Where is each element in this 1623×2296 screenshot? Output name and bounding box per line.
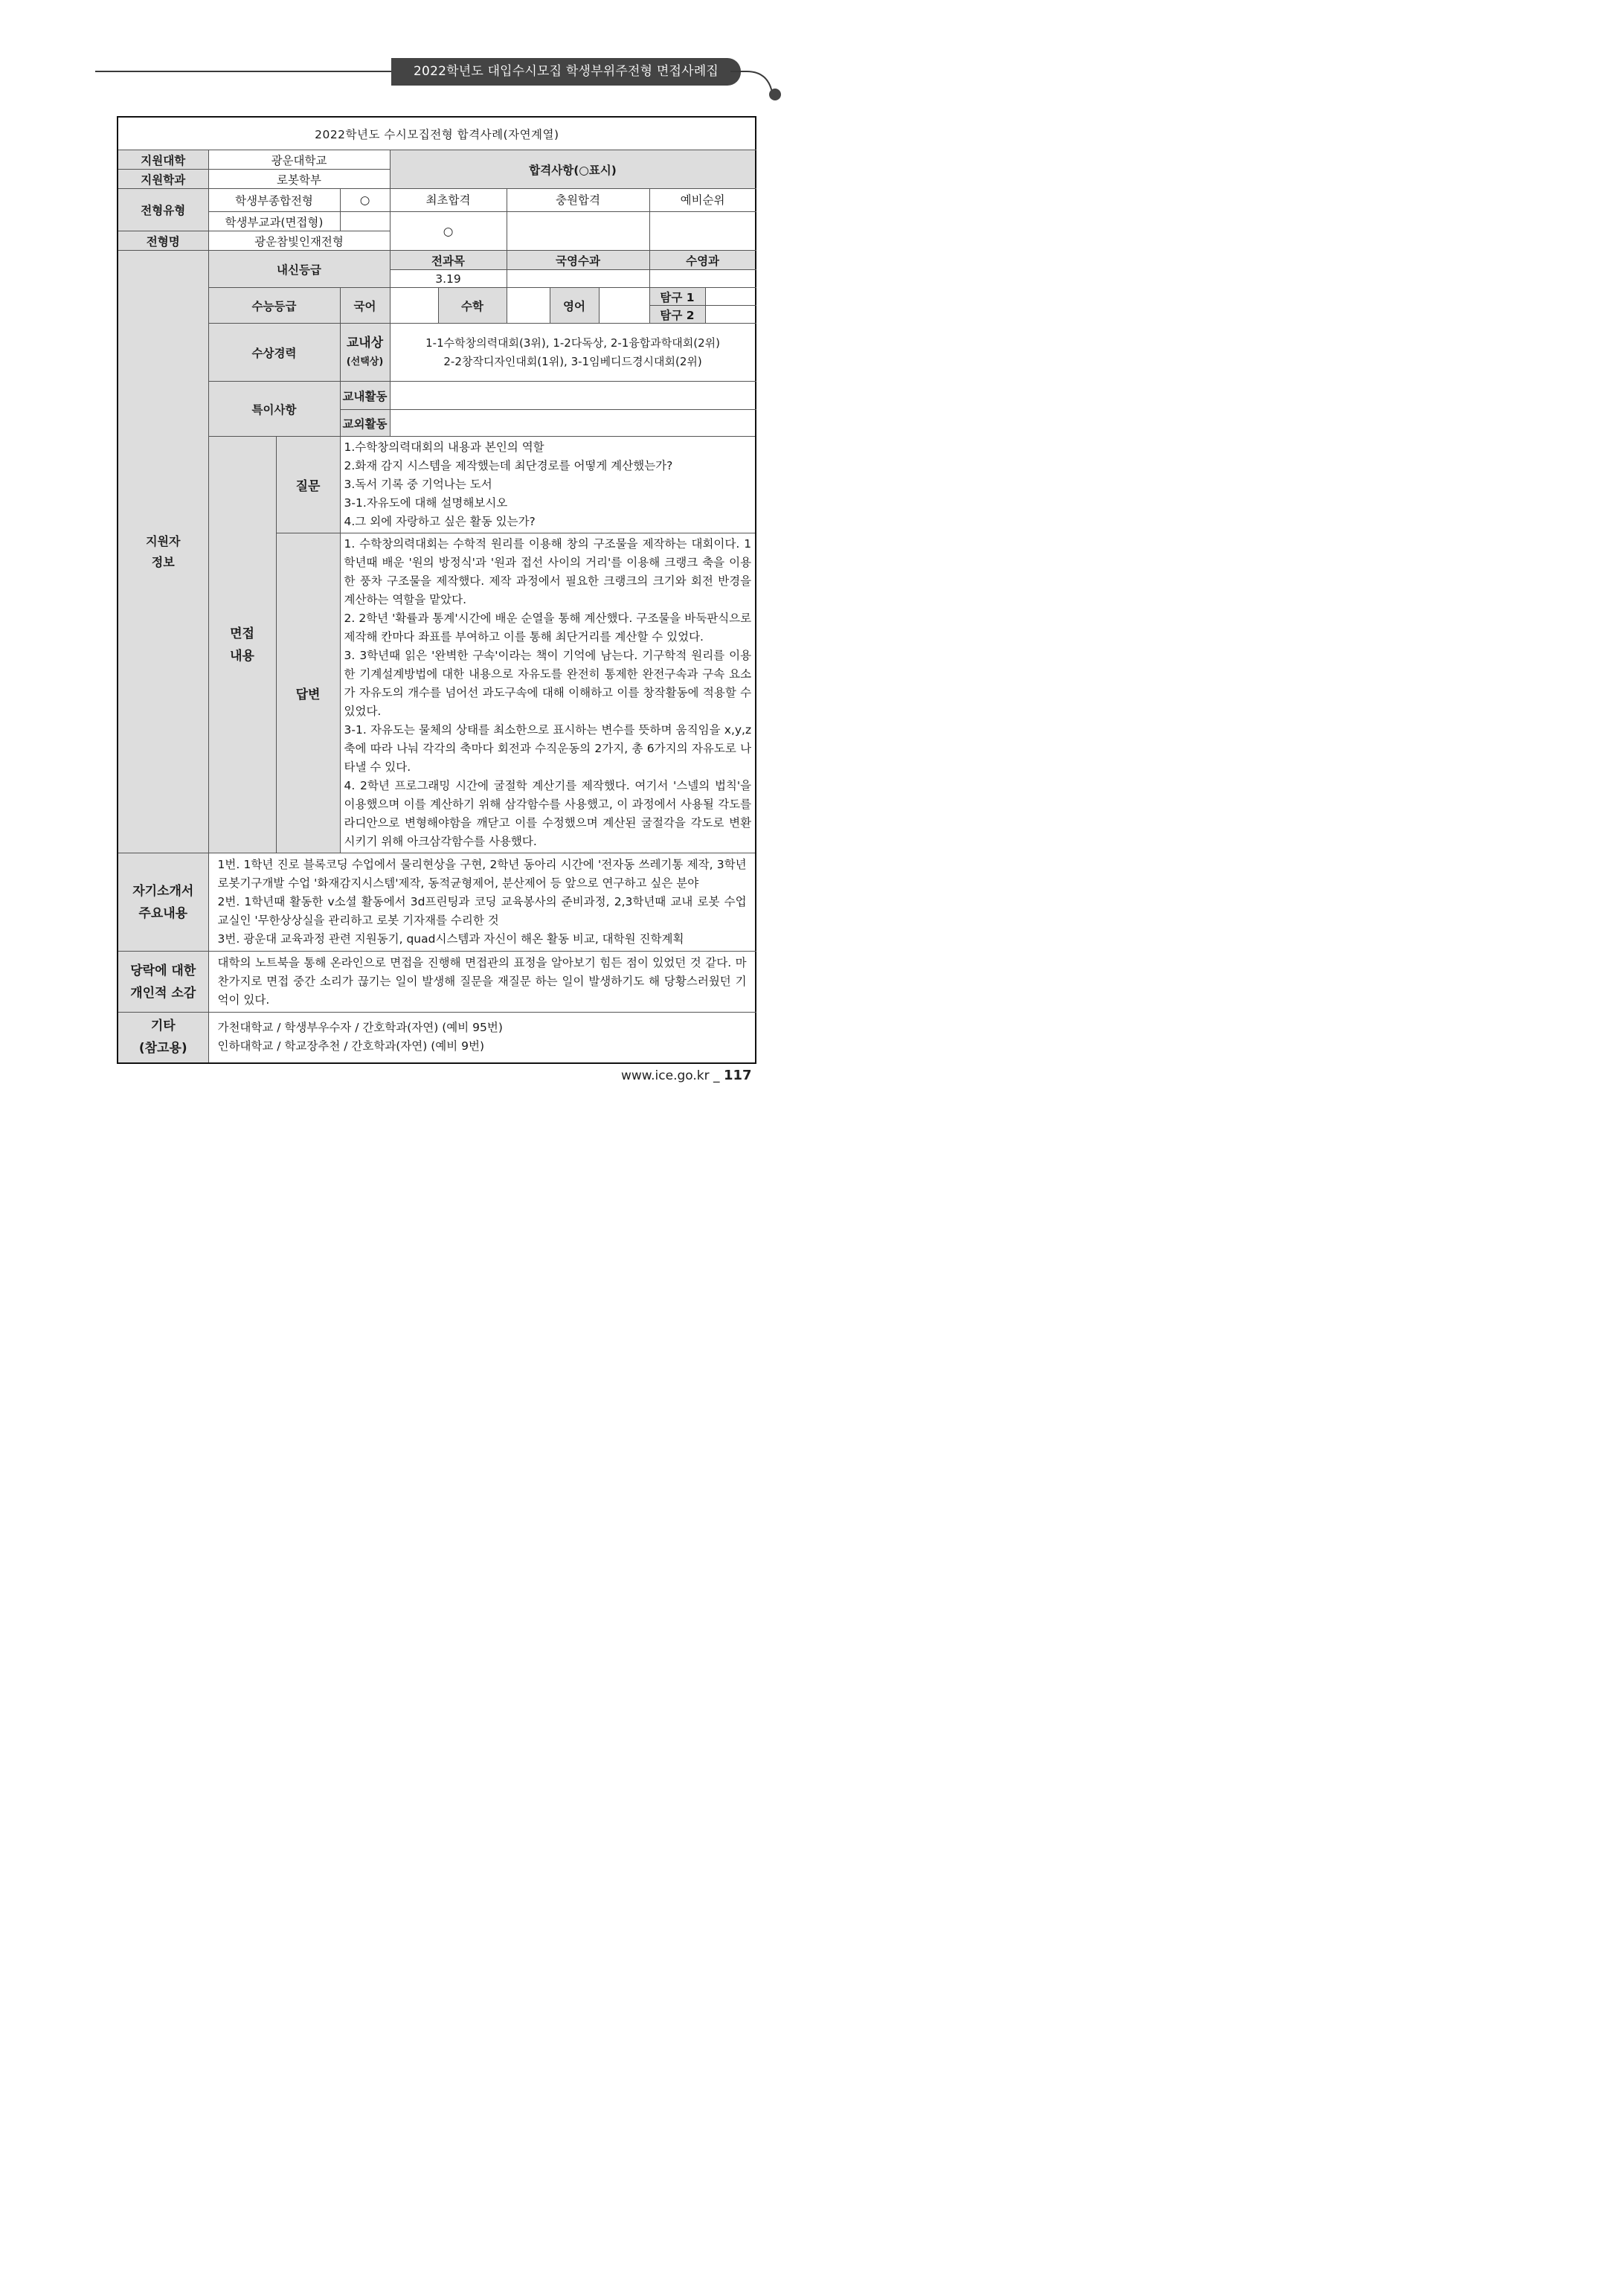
table-title: 2022학년도 수시모집전형 합격사례(자연계열) — [118, 117, 756, 150]
mark-type-subject — [340, 212, 390, 231]
question-item: 3.독서 기록 중 기억나는 도서 — [344, 478, 492, 491]
value-csat-korean — [390, 288, 438, 324]
answer-item: 3-1. 자유도는 물체의 상태를 최소한으로 표시하는 변수를 뜻하며 움직임을 x,y,z축에 따라 나눠 각각의 축마다 회전과 수직운동의 2가지, 총 6가지의 자유도로 나타낼 수 있다. — [344, 723, 752, 774]
label-explore1: 탐구 1 — [649, 288, 705, 306]
mark-additional-pass — [507, 212, 649, 251]
label-in-school-awards: 교내상 (선택상) — [340, 324, 390, 382]
answer-item: 3. 3학년때 읽은 '완벽한 구속'이라는 책이 기억에 남는다. 기구학적 원리를 이용한 기계설계방법에 대한 내용으로 자유도를 완전히 통제한 완전구속과 구속 요소가 자유도의 개수를 넘어선 과도구속에 대해 이해하고 이를 창작활동에 적용할 수 있었다. — [344, 649, 752, 718]
value-grade-all: 3.19 — [390, 270, 507, 288]
value-awards: 1-1수학창의력대회(3위), 1-2다독상, 2-1융합과학대회(2위) 2-2창작디자인대회(1위), 3-1임베디드경시대회(2위) — [390, 324, 756, 382]
value-type-subject: 학생부교과(면접형) — [208, 212, 340, 231]
question-item: 4.그 외에 자랑하고 싶은 활동 있는가? — [344, 515, 536, 528]
value-csat-explore1 — [705, 288, 756, 306]
self-intro-item: 3번. 광운대 교육과정 관련 지원동기, quad시스템과 자신이 해온 활동 비교, 대학원 진학계획 — [217, 932, 684, 946]
value-admission-name: 광운참빛인재전형 — [208, 231, 390, 251]
value-csat-explore2 — [705, 306, 756, 324]
etc-item: 가천대학교 / 학생부우수자 / 간호학과(자연) (예비 95번) — [217, 1021, 503, 1035]
footer-site: www.ice.go.kr — [621, 1068, 710, 1083]
self-intro-list — [208, 853, 756, 952]
value-type-comprehensive: 학생부종합전형 — [208, 189, 340, 212]
label-applicant-info: 지원자 정보 — [118, 251, 208, 853]
value-csat-english — [599, 288, 649, 324]
question-item: 3-1.자유도에 대해 설명해보시오 — [344, 496, 508, 510]
value-grade-mes — [649, 270, 756, 288]
header-ornament — [730, 71, 782, 104]
header-rule — [95, 71, 400, 72]
label-all-subjects: 전과목 — [390, 251, 507, 270]
label-first-pass: 최초합격 — [390, 189, 507, 212]
self-intro-item: 2번. 1학년때 활동한 v소셜 활동에서 3d프린팅과 코딩 교육봉사의 준비과정, 2,3학년때 교내 로봇 수업 교실인 '무한상상실을 관리하고 로봇 기자재를 수리한 것 — [217, 895, 747, 927]
label-school-grade: 내신등급 — [208, 251, 390, 288]
label-english: 영어 — [550, 288, 599, 324]
question-item: 1.수학창의력대회의 내용과 본인의 역할 — [344, 440, 544, 454]
value-grade-kems — [507, 270, 649, 288]
label-math-eng-sci: 수영과 — [649, 251, 756, 270]
label-explore2: 탐구 2 — [649, 306, 705, 324]
label-admission-type: 전형유형 — [118, 189, 208, 231]
label-self-intro: 자기소개서 주요내용 — [118, 853, 208, 952]
label-additional-pass: 충원합격 — [507, 189, 649, 212]
mark-type-comprehensive: ○ — [340, 189, 390, 212]
mark-first-pass: ○ — [390, 212, 507, 251]
label-answers: 답변 — [276, 533, 340, 853]
label-korean: 국어 — [340, 288, 390, 324]
label-result-header: 합격사항(○표시) — [390, 150, 756, 189]
answer-item: 1. 수학창의력대회는 수학적 원리를 이용해 창의 구조물을 제작하는 대회이다. 1학년때 배운 '원의 방정식'과 '원과 접선 사이의 거리'를 이용해 크랭크 축을 이용한 풍차 구조물을 제작했다. 제작 과정에서 필요한 크랭크의 크기와 회전 반경을 계산하는 역할을 맡았다. — [344, 537, 752, 606]
label-interview: 면접 내용 — [208, 437, 276, 853]
value-out-school-activities — [390, 410, 756, 437]
page-number: 117 — [723, 1068, 752, 1083]
admission-case-table — [117, 116, 756, 1064]
value-waitlist — [649, 212, 756, 251]
label-kor-eng-math-sci: 국영수과 — [507, 251, 649, 270]
label-csat-grade: 수능등급 — [208, 288, 340, 324]
page-footer — [621, 1068, 752, 1083]
impression-text: 대학의 노트북을 통해 온라인으로 면접을 진행해 면접관의 표정을 알아보기 힘든 점이 있었던 것 같다. 마찬가지로 면접 중간 소리가 끊기는 일이 발생해 질문을 재질문 하는 일이 발생하기도 해 당황스러웠던 기억이 있다. — [208, 952, 756, 1013]
value-department: 로봇학부 — [208, 170, 390, 189]
self-intro-item: 1번. 1학년 진로 블록코딩 수업에서 물리현상을 구현, 2학년 동아리 시간에 '전자동 쓰레기통 제작, 3학년 로봇기구개발 수업 '화재감지시스템'제작, 동적균형제어, 분산제어 등 앞으로 연구하고 싶은 분야 — [217, 858, 747, 890]
label-in-school-activities: 교내활동 — [340, 382, 390, 410]
label-math: 수학 — [438, 288, 507, 324]
question-item: 2.화재 감지 시스템을 제작했는데 최단경로를 어떻게 계산했는가? — [344, 459, 673, 472]
value-csat-math — [507, 288, 550, 324]
label-awards: 수상경력 — [208, 324, 340, 382]
label-special-notes: 특이사항 — [208, 382, 340, 437]
label-waitlist: 예비순위 — [649, 189, 756, 212]
running-title: 2022학년도 대입수시모집 학생부위주전형 면접사례집 — [391, 58, 741, 86]
label-out-school-activities: 교외활동 — [340, 410, 390, 437]
footer-separator: _ — [713, 1068, 720, 1083]
questions-list — [340, 437, 756, 533]
label-impression: 당락에 대한 개인적 소감 — [118, 952, 208, 1013]
etc-item: 인하대학교 / 학교장추천 / 간호학과(자연) (예비 9번) — [217, 1039, 485, 1054]
etc-list — [208, 1013, 756, 1063]
label-etc: 기타 (참고용) — [118, 1013, 208, 1063]
label-admission-name: 전형명 — [118, 231, 208, 251]
answer-item: 2. 2학년 '확률과 통계'시간에 배운 순열을 통해 계산했다. 구조물을 바둑판식으로 제작해 칸마다 좌표를 부여하고 이를 통해 최단거리를 계산할 수 있었다. — [344, 612, 752, 644]
label-university: 지원대학 — [118, 150, 208, 170]
value-university: 광운대학교 — [208, 150, 390, 170]
value-in-school-activities — [390, 382, 756, 410]
answer-item: 4. 2학년 프로그래밍 시간에 굴절학 계산기를 제작했다. 여기서 '스넬의 법칙'을 이용했으며 이를 계산하기 위해 삼각함수를 사용했고, 이 과정에서 사용될 각도를 라디안으로 변형해야함을 깨닫고 이를 수정했으며 계산된 굴절각을 각도로 변환시키기 위해 아크삼각함수를 사용했다. — [344, 779, 752, 848]
label-department: 지원학과 — [118, 170, 208, 189]
label-questions: 질문 — [276, 437, 340, 533]
answers-list — [340, 533, 756, 853]
